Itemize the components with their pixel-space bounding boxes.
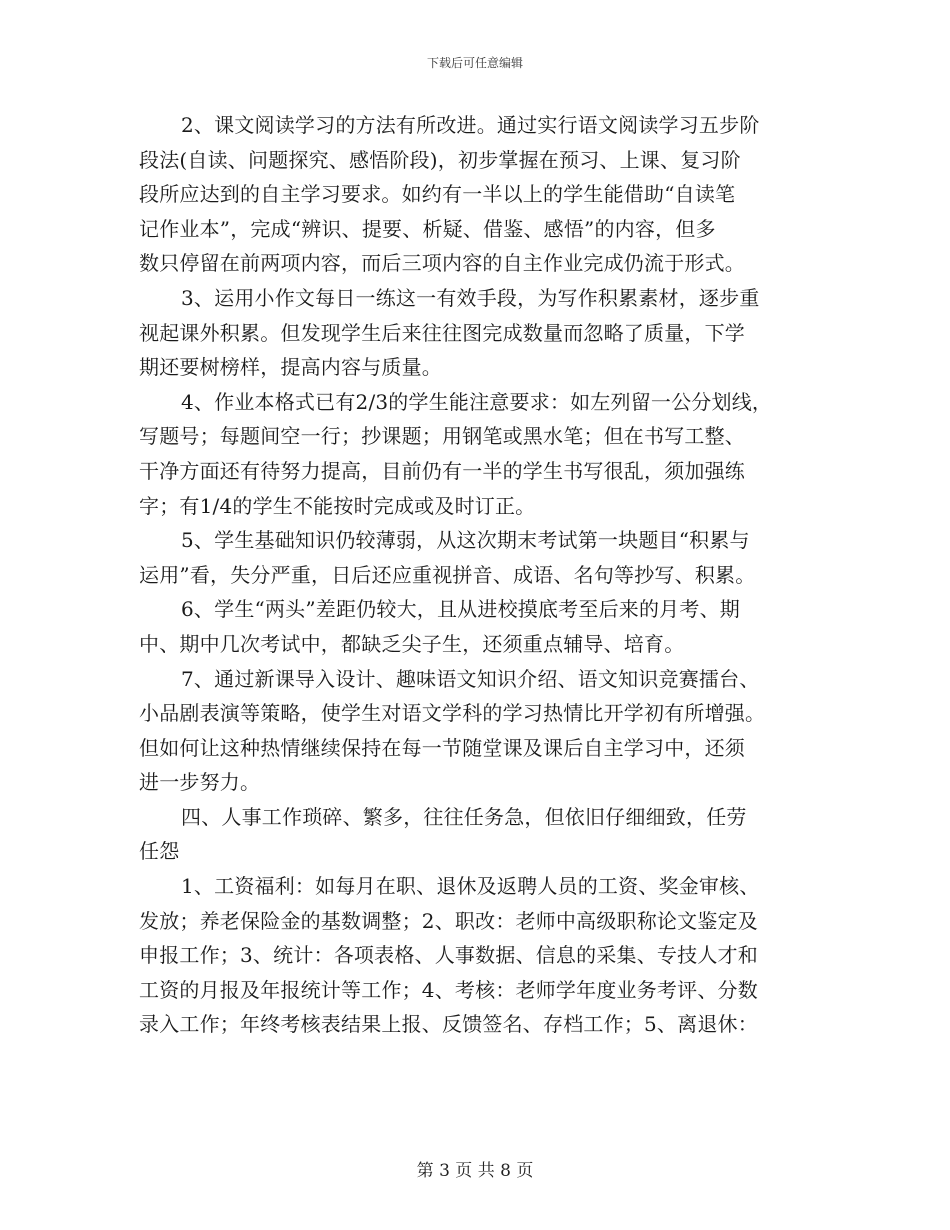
paragraph-line: 5、学生基础知识仍较薄弱，从这次期末考试第一块题目“积累与 [181, 528, 750, 553]
paragraph-line: 期还要树榜样，提高内容与质量。 [139, 355, 442, 380]
paragraph-line: 写题号；每题间空一行；抄课题；用钢笔或黑水笔；但在书写工整、 [139, 424, 745, 449]
paragraph-line: 记作业本”，完成“辨识、提要、析疑、借鉴、感悟”的内容，但多 [139, 216, 716, 241]
paragraph-line: 数只停留在前两项内容，而后三项内容的自主作业完成仍流于形式。 [139, 251, 745, 276]
paragraph-line: 小品剧表演等策略，使学生对语文学科的学习热情比开学初有所增强。 [139, 701, 766, 726]
paragraph-line: 发放；养老保险金的基数调整；2、职改：老师中高级职称论文鉴定及 [139, 908, 758, 933]
paragraph-line: 视起课外积累。但发现学生后来往往图完成数量而忽略了质量，下学 [139, 320, 745, 345]
section-heading-line: 四、人事工作琐碎、繁多，往往任务急，但依旧仔细细致，任劳 [181, 804, 747, 829]
paragraph-line: 6、学生“两头”差距仍较大，且从进校摸底考至后来的月考、期 [181, 597, 740, 622]
paragraph-line: 工资的月报及年报统计等工作；4、考核：老师学年度业务考评、分数 [139, 977, 758, 1002]
paragraph-line: 进一步努力。 [139, 770, 261, 795]
paragraph-line: 但如何让这种热情继续保持在每一节随堂课及课后自主学习中，还须 [139, 735, 745, 760]
paragraph-line: 运用”看，失分严重，日后还应重视拼音、成语、名句等抄写、积累。 [139, 562, 756, 587]
paragraph-line: 录入工作；年终考核表结果上报、反馈签名、存档工作；5、离退休： [139, 1012, 758, 1037]
document-body [139, 108, 819, 1042]
paragraph-line: 3、运用小作文每日一练这一有效手段，为写作积累素材，逐步重 [181, 285, 760, 310]
page-number-footer: 第 3 页 共 8 页 [416, 1161, 534, 1181]
paragraph-line: 申报工作；3、统计：各项表格、人事数据、信息的采集、专技人才和 [139, 943, 758, 968]
paragraph-line: 1、工资福利：如每月在职、退休及返聘人员的工资、奖金审核、 [181, 874, 760, 899]
page-header: 下载后可任意编辑 [426, 56, 523, 70]
section-heading-line: 任怨 [139, 839, 180, 864]
paragraph-line: 4、作业本格式已有2/3的学生能注意要求：如左列留一公分划线， [181, 389, 773, 414]
paragraph-line: 2、课文阅读学习的方法有所改进。通过实行语文阅读学习五步阶 [181, 113, 760, 137]
paragraph-line: 段法(自读、问题探究、感悟阶段)，初步掌握在预习、上课、复习阶 [139, 147, 741, 172]
paragraph-line: 干净方面还有待努力提高，目前仍有一半的学生书写很乱，须加强练 [139, 458, 745, 483]
paragraph-line: 段所应达到的自主学习要求。如约有一半以上的学生能借助“自读笔 [139, 182, 736, 207]
paragraph-line: 7、通过新课导入设计、趣味语文知识介绍、语文知识竞赛擂台、 [181, 666, 760, 691]
paragraph-line: 中、期中几次考试中，都缺乏尖子生，还须重点辅导、培育。 [139, 631, 685, 656]
paragraph-line: 字；有1/4的学生不能按时完成或及时订正。 [139, 493, 536, 518]
